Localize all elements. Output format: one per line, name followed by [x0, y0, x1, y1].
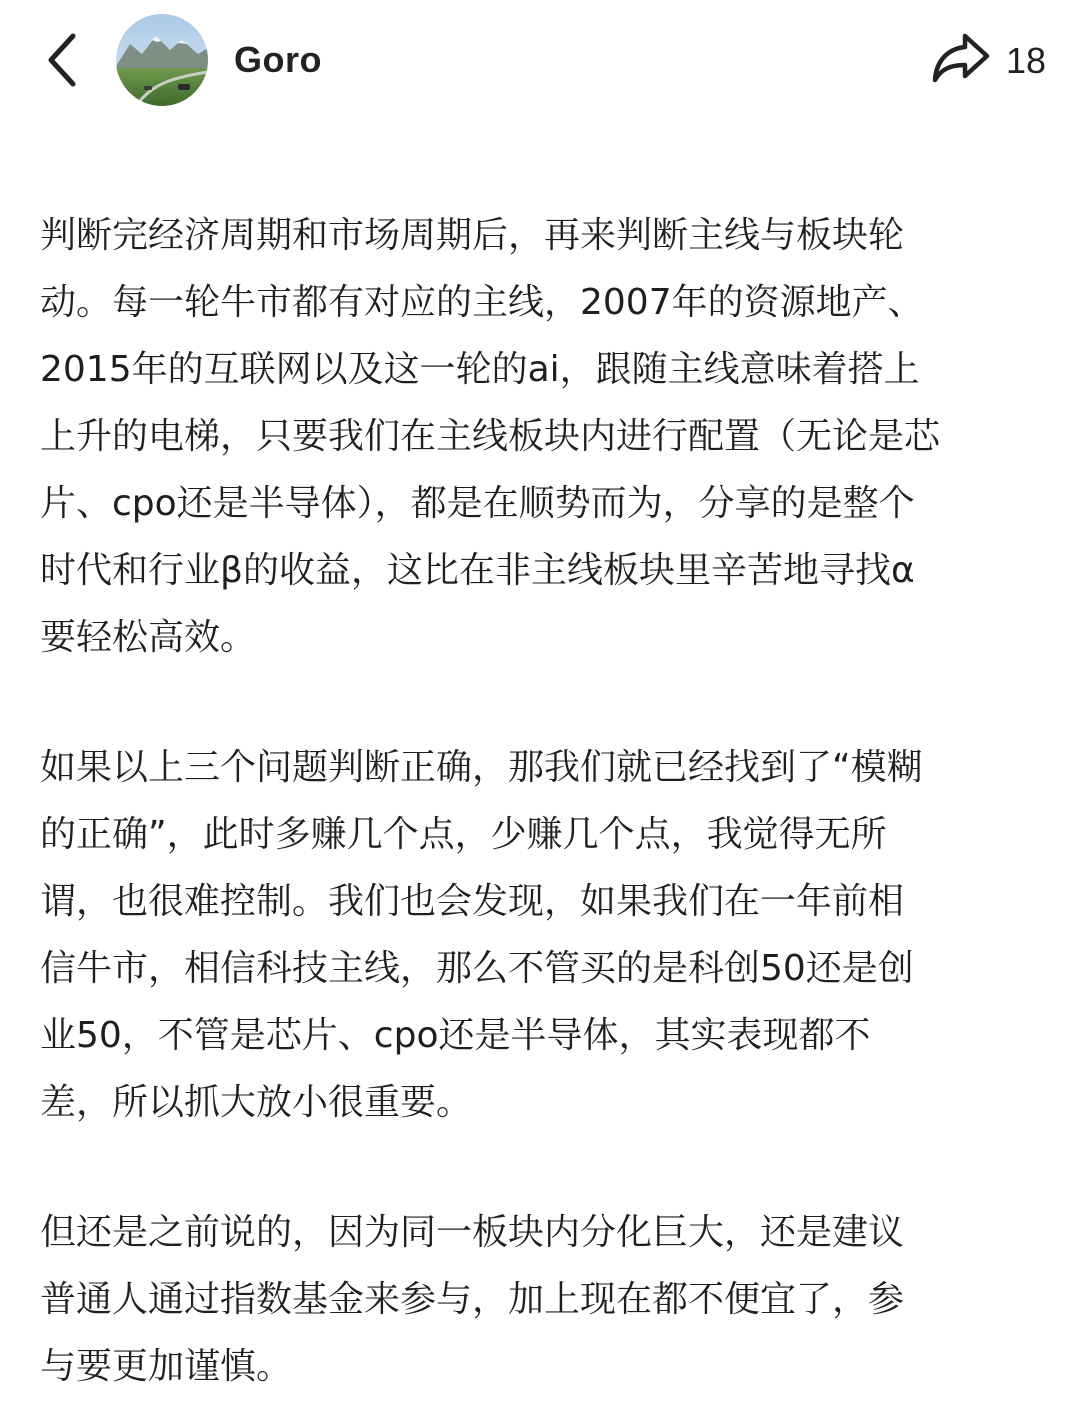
share-button[interactable] [928, 28, 994, 88]
post-header [0, 0, 1080, 120]
author-avatar[interactable] [116, 14, 208, 106]
chevron-left-icon [45, 32, 79, 88]
post-paragraph: 判断完经济周期和市场周期后，再来判断主线与板块轮 动。每一轮牛市都有对应的主线，2007年的资源地产、 2015年的互联网以及这一轮的ai，跟随主线意味着搭上 上升的电梯，只要我们在主线板块内进行配置（无论是芯 片、cpo还是半导体），都是在顺势而为，分享的是整个 时代和行业β的收益，这比在非主线板块里辛苦地寻找α 要轻松高效。 [40, 215, 941, 658]
author-name[interactable]: Goro [234, 39, 322, 80]
post-paragraph: 如果以上三个问题判断正确，那我们就已经找到了“模糊 的正确”，此时多赚几个点，少赚几个点，我觉得无所 谓，也很难控制。我们也会发现，如果我们在一年前相 信牛市，相信科技主线，那么不管买的是科创50还是创 业50，不管是芯片、cpo还是半导体，其实表现都不 差，所以抓大放小很重要。 [40, 747, 923, 1123]
share-count: 18 [1006, 40, 1047, 81]
post-paragraph: 但还是之前说的，因为同一板块内分化巨大，还是建议 普通人通过指数基金来参与，加上现在都不便宜了，参 与要更加谨慎。 [40, 1212, 905, 1387]
post-content [40, 202, 1050, 1400]
share-arrow-icon [931, 32, 991, 84]
back-button[interactable] [38, 28, 86, 92]
